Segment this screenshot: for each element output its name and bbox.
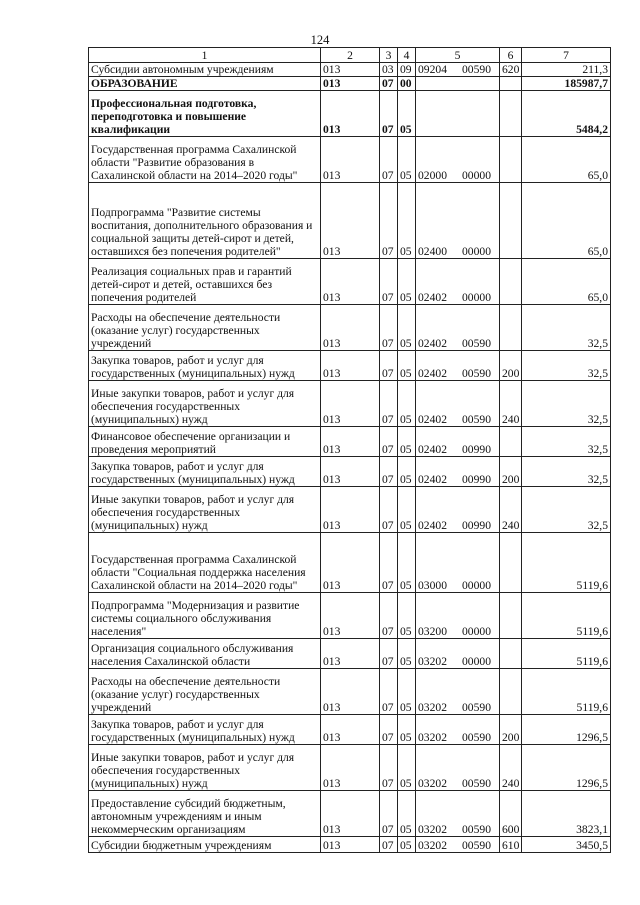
target-article-direction-code: 00000: [462, 169, 491, 182]
section-code-cell: 07: [380, 487, 398, 533]
item-name-cell: Иные закупки товаров, работ и услуг для обеспечения государственных (муниципальных) нужд: [89, 381, 321, 427]
target-article-cell: [416, 837, 500, 853]
amount-cell: 211,3: [522, 63, 611, 77]
item-name-cell: Подпрограмма "Развитие системы воспитания, дополнительного образования и социальной защиты детей-сирот и детей, оставшихся без попечения родителей": [89, 183, 321, 259]
target-article-program-code: 03200: [418, 625, 447, 638]
admin-code-cell: 013: [321, 487, 380, 533]
target-article-cell: [416, 745, 500, 791]
subsection-code-cell: 05: [398, 305, 416, 351]
target-article-direction-code: 00590: [462, 413, 491, 426]
target-article-direction-code: 00590: [462, 701, 491, 714]
subsection-code-cell: 09: [398, 63, 416, 77]
target-article-direction-code: 00000: [462, 579, 491, 592]
target-article-direction-code: 00000: [462, 245, 491, 258]
header-col-7: 7: [522, 48, 611, 63]
expense-type-cell: 240: [500, 381, 522, 427]
target-article-program-code: 02402: [418, 367, 447, 380]
target-article-program-code: 03000: [418, 579, 447, 592]
table-row: [89, 533, 611, 593]
subsection-code-cell: 05: [398, 381, 416, 427]
amount-cell: 185987,7: [522, 77, 611, 91]
target-article-cell: [416, 593, 500, 639]
expense-type-cell: [500, 305, 522, 351]
item-name-cell: Закупка товаров, работ и услуг для государственных (муниципальных) нужд: [89, 351, 321, 381]
target-article-program-code: 09204: [418, 63, 447, 76]
amount-cell: 32,5: [522, 427, 611, 457]
expense-type-cell: 600: [500, 791, 522, 837]
target-article-program-code: 03202: [418, 655, 447, 668]
amount-cell: 5119,6: [522, 593, 611, 639]
subsection-code-cell: 05: [398, 639, 416, 669]
admin-code-cell: 013: [321, 351, 380, 381]
header-col-2: 2: [321, 48, 380, 63]
expense-type-cell: [500, 669, 522, 715]
section-code-cell: 07: [380, 639, 398, 669]
expense-type-cell: 620: [500, 63, 522, 77]
target-article-cell: [416, 639, 500, 669]
item-name-cell: Финансовое обеспечение организации и проведения мероприятий: [89, 427, 321, 457]
table-row: [89, 305, 611, 351]
target-article-cell: [416, 791, 500, 837]
target-article-cell: [416, 91, 500, 137]
target-article-cell: [416, 381, 500, 427]
target-article-direction-code: 00590: [462, 839, 491, 852]
admin-code-cell: 013: [321, 183, 380, 259]
target-article-program-code: 02402: [418, 337, 447, 350]
expense-type-cell: 200: [500, 715, 522, 745]
section-code-cell: 03: [380, 63, 398, 77]
table-row: [89, 791, 611, 837]
admin-code-cell: 013: [321, 533, 380, 593]
expense-type-cell: [500, 183, 522, 259]
target-article-direction-code: 00590: [462, 367, 491, 380]
item-name-cell: Закупка товаров, работ и услуг для государственных (муниципальных) нужд: [89, 457, 321, 487]
amount-cell: 32,5: [522, 305, 611, 351]
target-article-cell: [416, 63, 500, 77]
section-code-cell: 07: [380, 533, 398, 593]
target-article-program-code: 02402: [418, 519, 447, 532]
expense-type-cell: [500, 427, 522, 457]
admin-code-cell: 013: [321, 427, 380, 457]
subsection-code-cell: 05: [398, 91, 416, 137]
section-code-cell: 07: [380, 305, 398, 351]
target-article-direction-code: 00990: [462, 443, 491, 456]
item-name-cell: Расходы на обеспечение деятельности (оказание услуг) государственных учреждений: [89, 669, 321, 715]
item-name-cell: Расходы на обеспечение деятельности (оказание услуг) государственных учреждений: [89, 305, 321, 351]
target-article-program-code: 03202: [418, 701, 447, 714]
expense-type-cell: [500, 593, 522, 639]
admin-code-cell: 013: [321, 837, 380, 853]
subsection-code-cell: 05: [398, 533, 416, 593]
admin-code-cell: 013: [321, 63, 380, 77]
target-article-cell: [416, 351, 500, 381]
table-row: [89, 351, 611, 381]
table-row: [89, 63, 611, 77]
item-name-cell: Подпрограмма "Модернизация и развитие системы социального обслуживания населения": [89, 593, 321, 639]
expense-type-cell: [500, 137, 522, 183]
admin-code-cell: 013: [321, 791, 380, 837]
amount-cell: 65,0: [522, 183, 611, 259]
subsection-code-cell: 05: [398, 715, 416, 745]
item-name-cell: Предоставление субсидий бюджетным, автономным учреждениям и иным некоммерческим организациям: [89, 791, 321, 837]
admin-code-cell: 013: [321, 639, 380, 669]
target-article-direction-code: 00590: [462, 731, 491, 744]
section-code-cell: 07: [380, 77, 398, 91]
target-article-direction-code: 00000: [462, 291, 491, 304]
expense-type-cell: [500, 77, 522, 91]
subsection-code-cell: 05: [398, 351, 416, 381]
target-article-program-code: 03202: [418, 777, 447, 790]
table-row: [89, 381, 611, 427]
target-article-program-code: 02402: [418, 473, 447, 486]
header-col-6: 6: [500, 48, 522, 63]
table-row: [89, 137, 611, 183]
subsection-code-cell: 05: [398, 427, 416, 457]
amount-cell: 65,0: [522, 137, 611, 183]
table-row: [89, 669, 611, 715]
subsection-code-cell: 05: [398, 183, 416, 259]
target-article-direction-code: 00590: [462, 823, 491, 836]
target-article-program-code: 02000: [418, 169, 447, 182]
item-name-cell: Реализация социальных прав и гарантий детей-сирот и детей, оставшихся без попечения родителей: [89, 259, 321, 305]
table-row: [89, 487, 611, 533]
subsection-code-cell: 05: [398, 457, 416, 487]
target-article-cell: [416, 487, 500, 533]
item-name-cell: Субсидии автономным учреждениям: [89, 63, 321, 77]
section-code-cell: 07: [380, 837, 398, 853]
target-article-program-code: 02402: [418, 291, 447, 304]
target-article-direction-code: 00590: [462, 63, 491, 76]
table-row: [89, 91, 611, 137]
amount-cell: 32,5: [522, 487, 611, 533]
amount-cell: 3450,5: [522, 837, 611, 853]
table-row: [89, 837, 611, 853]
admin-code-cell: 013: [321, 259, 380, 305]
target-article-direction-code: 00000: [462, 625, 491, 638]
admin-code-cell: 013: [321, 91, 380, 137]
header-col-4: 4: [398, 48, 416, 63]
target-article-program-code: 02402: [418, 443, 447, 456]
section-code-cell: 07: [380, 593, 398, 639]
subsection-code-cell: 05: [398, 593, 416, 639]
section-code-cell: 07: [380, 91, 398, 137]
amount-cell: 5119,6: [522, 669, 611, 715]
target-article-cell: [416, 305, 500, 351]
amount-cell: 5484,2: [522, 91, 611, 137]
table-row: [89, 259, 611, 305]
subsection-code-cell: 05: [398, 791, 416, 837]
item-name-cell: Государственная программа Сахалинской области "Развитие образования в Сахалинской области на 2014–2020 годы": [89, 137, 321, 183]
target-article-direction-code: 00990: [462, 519, 491, 532]
amount-cell: 32,5: [522, 351, 611, 381]
target-article-cell: [416, 427, 500, 457]
expense-type-cell: 240: [500, 745, 522, 791]
expense-type-cell: 200: [500, 457, 522, 487]
admin-code-cell: 013: [321, 669, 380, 715]
budget-table: [88, 47, 611, 853]
amount-cell: 5119,6: [522, 533, 611, 593]
table-row: [89, 745, 611, 791]
admin-code-cell: 013: [321, 457, 380, 487]
target-article-cell: [416, 137, 500, 183]
item-name-cell: Организация социального обслуживания населения Сахалинской области: [89, 639, 321, 669]
target-article-cell: [416, 259, 500, 305]
expense-type-cell: 240: [500, 487, 522, 533]
amount-cell: 32,5: [522, 457, 611, 487]
section-code-cell: 07: [380, 137, 398, 183]
expense-type-cell: 200: [500, 351, 522, 381]
amount-cell: 5119,6: [522, 639, 611, 669]
section-code-cell: 07: [380, 669, 398, 715]
expense-type-cell: 610: [500, 837, 522, 853]
page-number: 124: [310, 33, 330, 47]
subsection-code-cell: 05: [398, 137, 416, 183]
table-row: [89, 183, 611, 259]
header-col-3: 3: [380, 48, 398, 63]
target-article-cell: [416, 533, 500, 593]
target-article-program-code: 02400: [418, 245, 447, 258]
subsection-code-cell: 05: [398, 837, 416, 853]
target-article-direction-code: 00590: [462, 777, 491, 790]
item-name-cell: Закупка товаров, работ и услуг для государственных (муниципальных) нужд: [89, 715, 321, 745]
item-name-cell: Иные закупки товаров, работ и услуг для обеспечения государственных (муниципальных) нужд: [89, 487, 321, 533]
subsection-code-cell: 05: [398, 259, 416, 305]
amount-cell: 1296,5: [522, 745, 611, 791]
amount-cell: 3823,1: [522, 791, 611, 837]
section-code-cell: 07: [380, 259, 398, 305]
target-article-program-code: 03202: [418, 823, 447, 836]
expense-type-cell: [500, 259, 522, 305]
target-article-cell: [416, 77, 500, 91]
target-article-program-code: 03202: [418, 731, 447, 744]
admin-code-cell: 013: [321, 305, 380, 351]
item-name-cell: Государственная программа Сахалинской области "Социальная поддержка населения Сахалинской области на 2014–2020 годы": [89, 533, 321, 593]
target-article-cell: [416, 457, 500, 487]
table-row: [89, 593, 611, 639]
item-name-cell: ОБРАЗОВАНИЕ: [89, 77, 321, 91]
expense-type-cell: [500, 639, 522, 669]
expense-type-cell: [500, 533, 522, 593]
target-article-cell: [416, 669, 500, 715]
admin-code-cell: 013: [321, 137, 380, 183]
item-name-cell: Иные закупки товаров, работ и услуг для обеспечения государственных (муниципальных) нужд: [89, 745, 321, 791]
header-row: [89, 48, 611, 63]
section-code-cell: 07: [380, 715, 398, 745]
target-article-direction-code: 00000: [462, 655, 491, 668]
table-row: [89, 639, 611, 669]
section-code-cell: 07: [380, 183, 398, 259]
item-name-cell: Субсидии бюджетным учреждениям: [89, 837, 321, 853]
admin-code-cell: 013: [321, 77, 380, 91]
section-code-cell: 07: [380, 745, 398, 791]
table-row: [89, 715, 611, 745]
amount-cell: 32,5: [522, 381, 611, 427]
section-code-cell: 07: [380, 427, 398, 457]
target-article-cell: [416, 715, 500, 745]
section-code-cell: 07: [380, 351, 398, 381]
section-code-cell: 07: [380, 791, 398, 837]
subsection-code-cell: 00: [398, 77, 416, 91]
section-code-cell: 07: [380, 457, 398, 487]
subsection-code-cell: 05: [398, 745, 416, 791]
amount-cell: 65,0: [522, 259, 611, 305]
header-col-5: 5: [416, 48, 500, 63]
table-row: [89, 427, 611, 457]
target-article-program-code: 02402: [418, 413, 447, 426]
subsection-code-cell: 05: [398, 669, 416, 715]
target-article-cell: [416, 183, 500, 259]
expense-type-cell: [500, 91, 522, 137]
item-name-cell: Профессиональная подготовка, переподготовка и повышение квалификации: [89, 91, 321, 137]
target-article-program-code: 03202: [418, 839, 447, 852]
target-article-direction-code: 00990: [462, 473, 491, 486]
admin-code-cell: 013: [321, 715, 380, 745]
section-code-cell: 07: [380, 381, 398, 427]
admin-code-cell: 013: [321, 745, 380, 791]
amount-cell: 1296,5: [522, 715, 611, 745]
subsection-code-cell: 05: [398, 487, 416, 533]
header-col-1: 1: [89, 48, 321, 63]
admin-code-cell: 013: [321, 593, 380, 639]
table-row: [89, 457, 611, 487]
admin-code-cell: 013: [321, 381, 380, 427]
table-row: [89, 77, 611, 91]
target-article-direction-code: 00590: [462, 337, 491, 350]
